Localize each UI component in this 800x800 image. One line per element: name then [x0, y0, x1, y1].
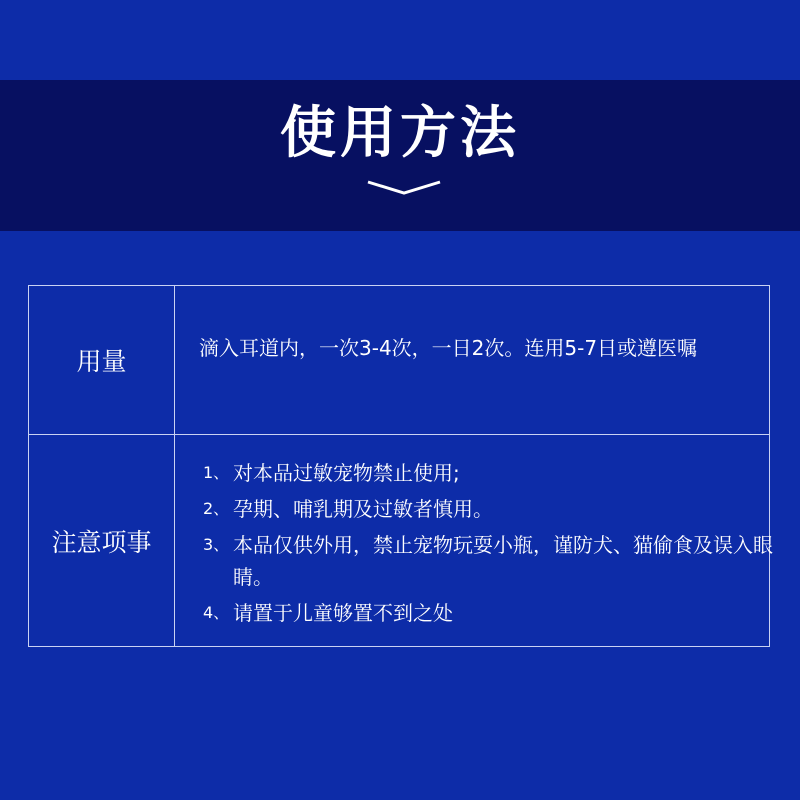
- list-item: [203, 529, 773, 593]
- notes-label: 注意项事: [29, 435, 175, 647]
- chevron-down-icon: [366, 178, 442, 196]
- list-item-number: 4、: [203, 603, 230, 622]
- info-table: [28, 285, 773, 647]
- list-item: [203, 493, 773, 525]
- dosage-text: 滴入耳道内，一次3-4次，一日2次。连用5-7日或遵医嘱: [199, 336, 698, 360]
- dosage-content: [175, 286, 769, 434]
- list-item-number: 1、: [203, 463, 230, 482]
- list-item: [203, 457, 773, 489]
- list-item-text: 对本品过敏宠物禁止使用;: [233, 461, 460, 485]
- list-item-number: 2、: [203, 499, 230, 518]
- list-item-number: 3、: [203, 535, 230, 554]
- dosage-row: [29, 286, 769, 434]
- list-item-text: 孕期、哺乳期及过敏者慎用。: [233, 497, 493, 521]
- list-item-text: 本品仅供外用，禁止宠物玩耍小瓶，谨防犬、猫偷食及误入眼睛。: [233, 533, 773, 589]
- list-item: [203, 597, 773, 629]
- dosage-label: 用量: [29, 286, 175, 434]
- page-title: 使用方法: [280, 101, 520, 166]
- notes-list: [203, 457, 773, 633]
- list-item-text: 请置于儿童够置不到之处: [233, 601, 453, 625]
- notes-content: [175, 435, 773, 647]
- notes-row: [29, 434, 773, 647]
